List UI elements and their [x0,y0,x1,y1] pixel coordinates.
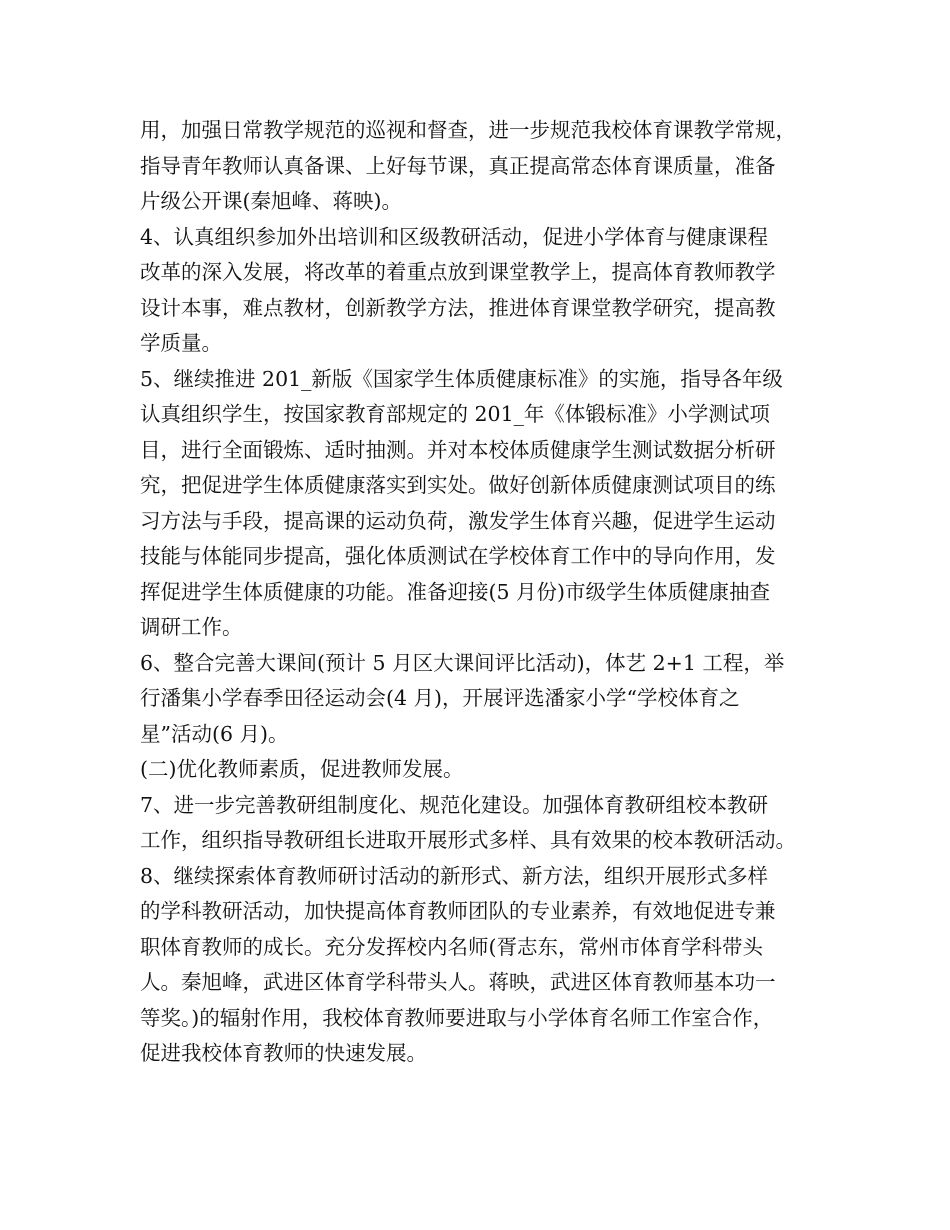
text-line: 片级公开课(秦旭峰、蒋映)。 [140,189,402,213]
text-line: 星”活动(6 月)。 [140,721,289,746]
text-line: 职体育教师的成长。充分发挥校内名师(胥志东，常州市体育学科带头 [140,934,763,959]
text-line: 调研工作。 [140,615,243,639]
text-line: 行潘集小学春季田径运动会(4 月)，开展评选潘家小学“学校体育之 [140,686,740,710]
text-line: 设计本事，难点教材，创新教学方法，推进体育课堂教学研究，提高教 [140,295,776,320]
text-line: 5、继续推进 201_新版《国家学生体质健康标准》的实施，指导各年级 [140,366,783,391]
text-line: 挥促进学生体质健康的功能。准备迎接(5 月份)市级学生体质健康抽查 [140,579,771,604]
document-body [140,113,830,1072]
text-line: 改革的深入发展，将改革的着重点放到课堂教学上，提高体育教师教学 [140,260,776,284]
text-line: 技能与体能同步提高，强化体质测试在学校体育工作中的导向作用，发 [140,544,776,568]
text-line: 习方法与手段，提高课的运动负荷，激发学生体育兴趣，促进学生运动 [140,508,776,533]
text-line: 促进我校体育教师的快速发展。 [140,1041,427,1065]
text-line: 学质量。 [140,331,222,355]
text-line: 指导青年教师认真备课、上好每节课，真正提高常态体育课质量，准备 [140,153,776,178]
text-line: 的学科教研活动，加快提高体育教师团队的专业素养，有效地促进专兼 [140,899,776,923]
section-heading: (二)优化教师素质，促进教师发展。 [140,757,464,781]
text-line: 认真组织学生，按国家教育部规定的 201_年《体锻标准》小学测试项 [140,402,770,426]
text-line: 目，进行全面锻炼、适时抽测。并对本校体质健康学生测试数据分析研 [140,437,776,462]
text-line: 人。秦旭峰，武进区体育学科带头人。蒋映，武进区体育教师基本功一 [140,970,776,994]
text-line: 6、整合完善大课间(预计 5 月区大课间评比活动)，体艺 2+1 工程，举 [140,650,785,675]
text-line: 用，加强日常教学规范的巡视和督查，进一步规范我校体育课教学常规， [140,118,796,142]
text-line: 等奖。)的辐射作用，我校体育教师要进取与小学体育名师工作室合作， [140,1005,774,1030]
text-line: 究，把促进学生体质健康落实到实处。做好创新体质健康测试项目的练 [140,473,776,497]
text-line: 工作，组织指导教研组长进取开展形式多样、具有效果的校本教研活动。 [140,828,796,852]
text-line: 7、进一步完善教研组制度化、规范化建设。加强体育教研组校本教研 [140,792,769,817]
text-line: 8、继续探索体育教师研讨活动的新形式、新方法，组织开展形式多样 [140,863,769,888]
text-line: 4、认真组织参加外出培训和区级教研活动，促进小学体育与健康课程 [140,224,769,249]
